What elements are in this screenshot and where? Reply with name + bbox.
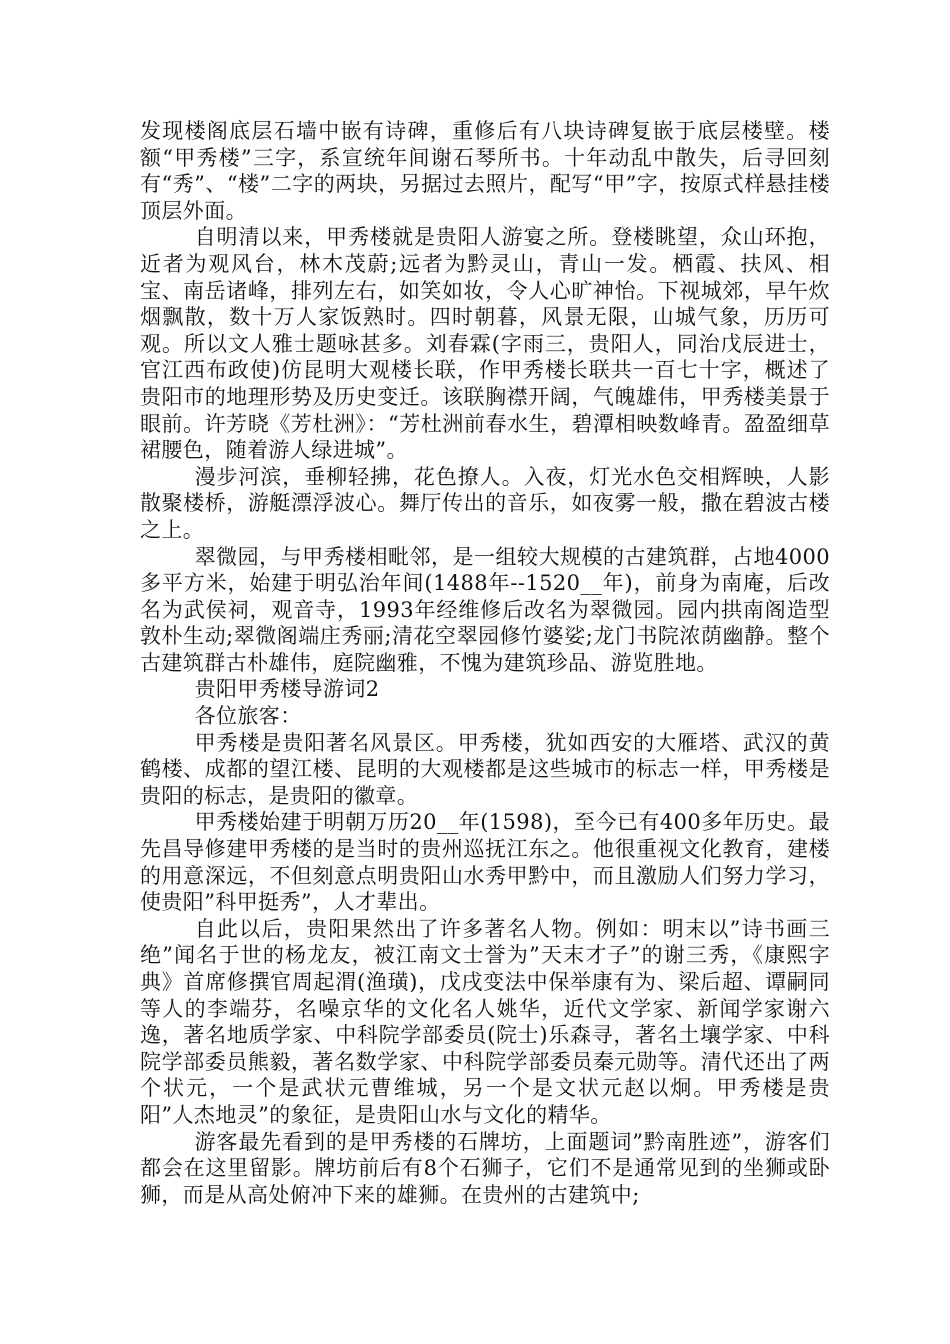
paragraph-5: 甲秀楼是贵阳著名风景区。甲秀楼，犹如西安的大雁塔、武汉的黄鹤楼、成都的望江楼、昆明的大观楼都是这些城市的标志一样，甲秀楼是贵阳的标志，是贵阳的徽章。 <box>140 730 830 808</box>
paragraph-4: 翠微园，与甲秀楼相毗邻，是一组较大规模的古建筑群，占地4000多平方米，始建于明弘治年间(1488年--1520__年)，前身为南庵，后改名为武侯祠，观音寺，1993年经维修后改名为翠微园。园内拱南阁造型敦朴生动;翠微阁端庄秀丽;清花空翠园修竹婆娑;龙门书院浓荫幽静。整个古建筑群古朴雄伟，庭院幽雅，不愧为建筑珍品、游览胜地。 <box>140 544 830 675</box>
salutation: 各位旅客： <box>194 704 302 729</box>
paragraph-1: 发现楼阁底层石墙中嵌有诗碑，重修后有八块诗碑复嵌于底层楼壁。楼额“甲秀楼”三字，系宣统年间谢石琴所书。十年动乱中散失，后寻回刻有“秀”、“楼”二字的两块，另据过去照片，配写“甲”字，按原式样悬挂楼顶层外面。 <box>140 119 830 223</box>
paragraph-2: 自明清以来，甲秀楼就是贵阳人游宴之所。登楼眺望，众山环抱，近者为观风台，林木茂蔚;远者为黔灵山，青山一发。栖霞、扶风、相宝、南岳诸峰，排列左右，如笑如妆，令人心旷神怡。下视城郊，早午炊烟飘散，数十万人家饭熟时。四时朝暮，风景无限，山城气象，历历可观。所以文人雅士题咏甚多。刘春霖(字雨三，贵阳人，同治戊辰进士，官江西布政使)仿昆明大观楼长联，作甲秀楼长联共一百七十字，概述了贵阳市的地理形势及历史变迁。该联胸襟开阔，气魄雄伟，甲秀楼美景于眼前。许芳晓《芳杜洲》：“芳杜洲前春水生，碧潭相映数峰青。盈盈细草裙腰色，随着游人绿进城”。 <box>140 225 830 463</box>
paragraph-7: 自此以后，贵阳果然出了许多著名人物。例如：明末以”诗书画三绝”闻名于世的杨龙友，被江南文士誉为”天末才子”的谢三秀，《康熙字典》首席修撰官周起渭(渔璜)，戊戌变法中保举康有为、梁后超、谭嗣同等人的李端芬，名噪京华的文化名人姚华，近代文学家、新闻学家谢六逸，著名地质学家、中科院学部委员(院士)乐森寻，著名土壤学家、中科院学部委员熊毅，著名数学家、中科院学部委员秦元勋等。清代还出了两个状元，一个是武状元曹维城，另一个是文状元赵以炯。甲秀楼是贵阳”人杰地灵”的象征，是贵阳山水与文化的精华。 <box>140 916 830 1127</box>
paragraph-3: 漫步河滨，垂柳轻拂，花色撩人。入夜，灯光水色交相辉映，人影散聚楼桥，游艇漂浮波心。舞厅传出的音乐，如夜雾一般，撒在碧波古楼之上。 <box>140 464 830 542</box>
paragraph-8: 游客最先看到的是甲秀楼的石牌坊，上面题词”黔南胜迹”，游客们都会在这里留影。牌坊前后有8个石狮子，它们不是通常见到的坐狮或卧狮，而是从高处俯冲下来的雄狮。在贵州的古建筑中; <box>140 1129 830 1207</box>
document-body <box>140 118 830 1208</box>
paragraph-6: 甲秀楼始建于明朝万历20__年(1598)，至今已有400多年历史。最先昌导修建甲秀楼的是当时的贵州巡抚江东之。他很重视文化教育，建楼的用意深远，不但刻意点明贵阳山水秀甲黔中，而且激励人们努力学习，使贵阳”科甲挺秀”，人才辈出。 <box>140 810 830 915</box>
section-title: 贵阳甲秀楼导游词2 <box>194 677 380 702</box>
